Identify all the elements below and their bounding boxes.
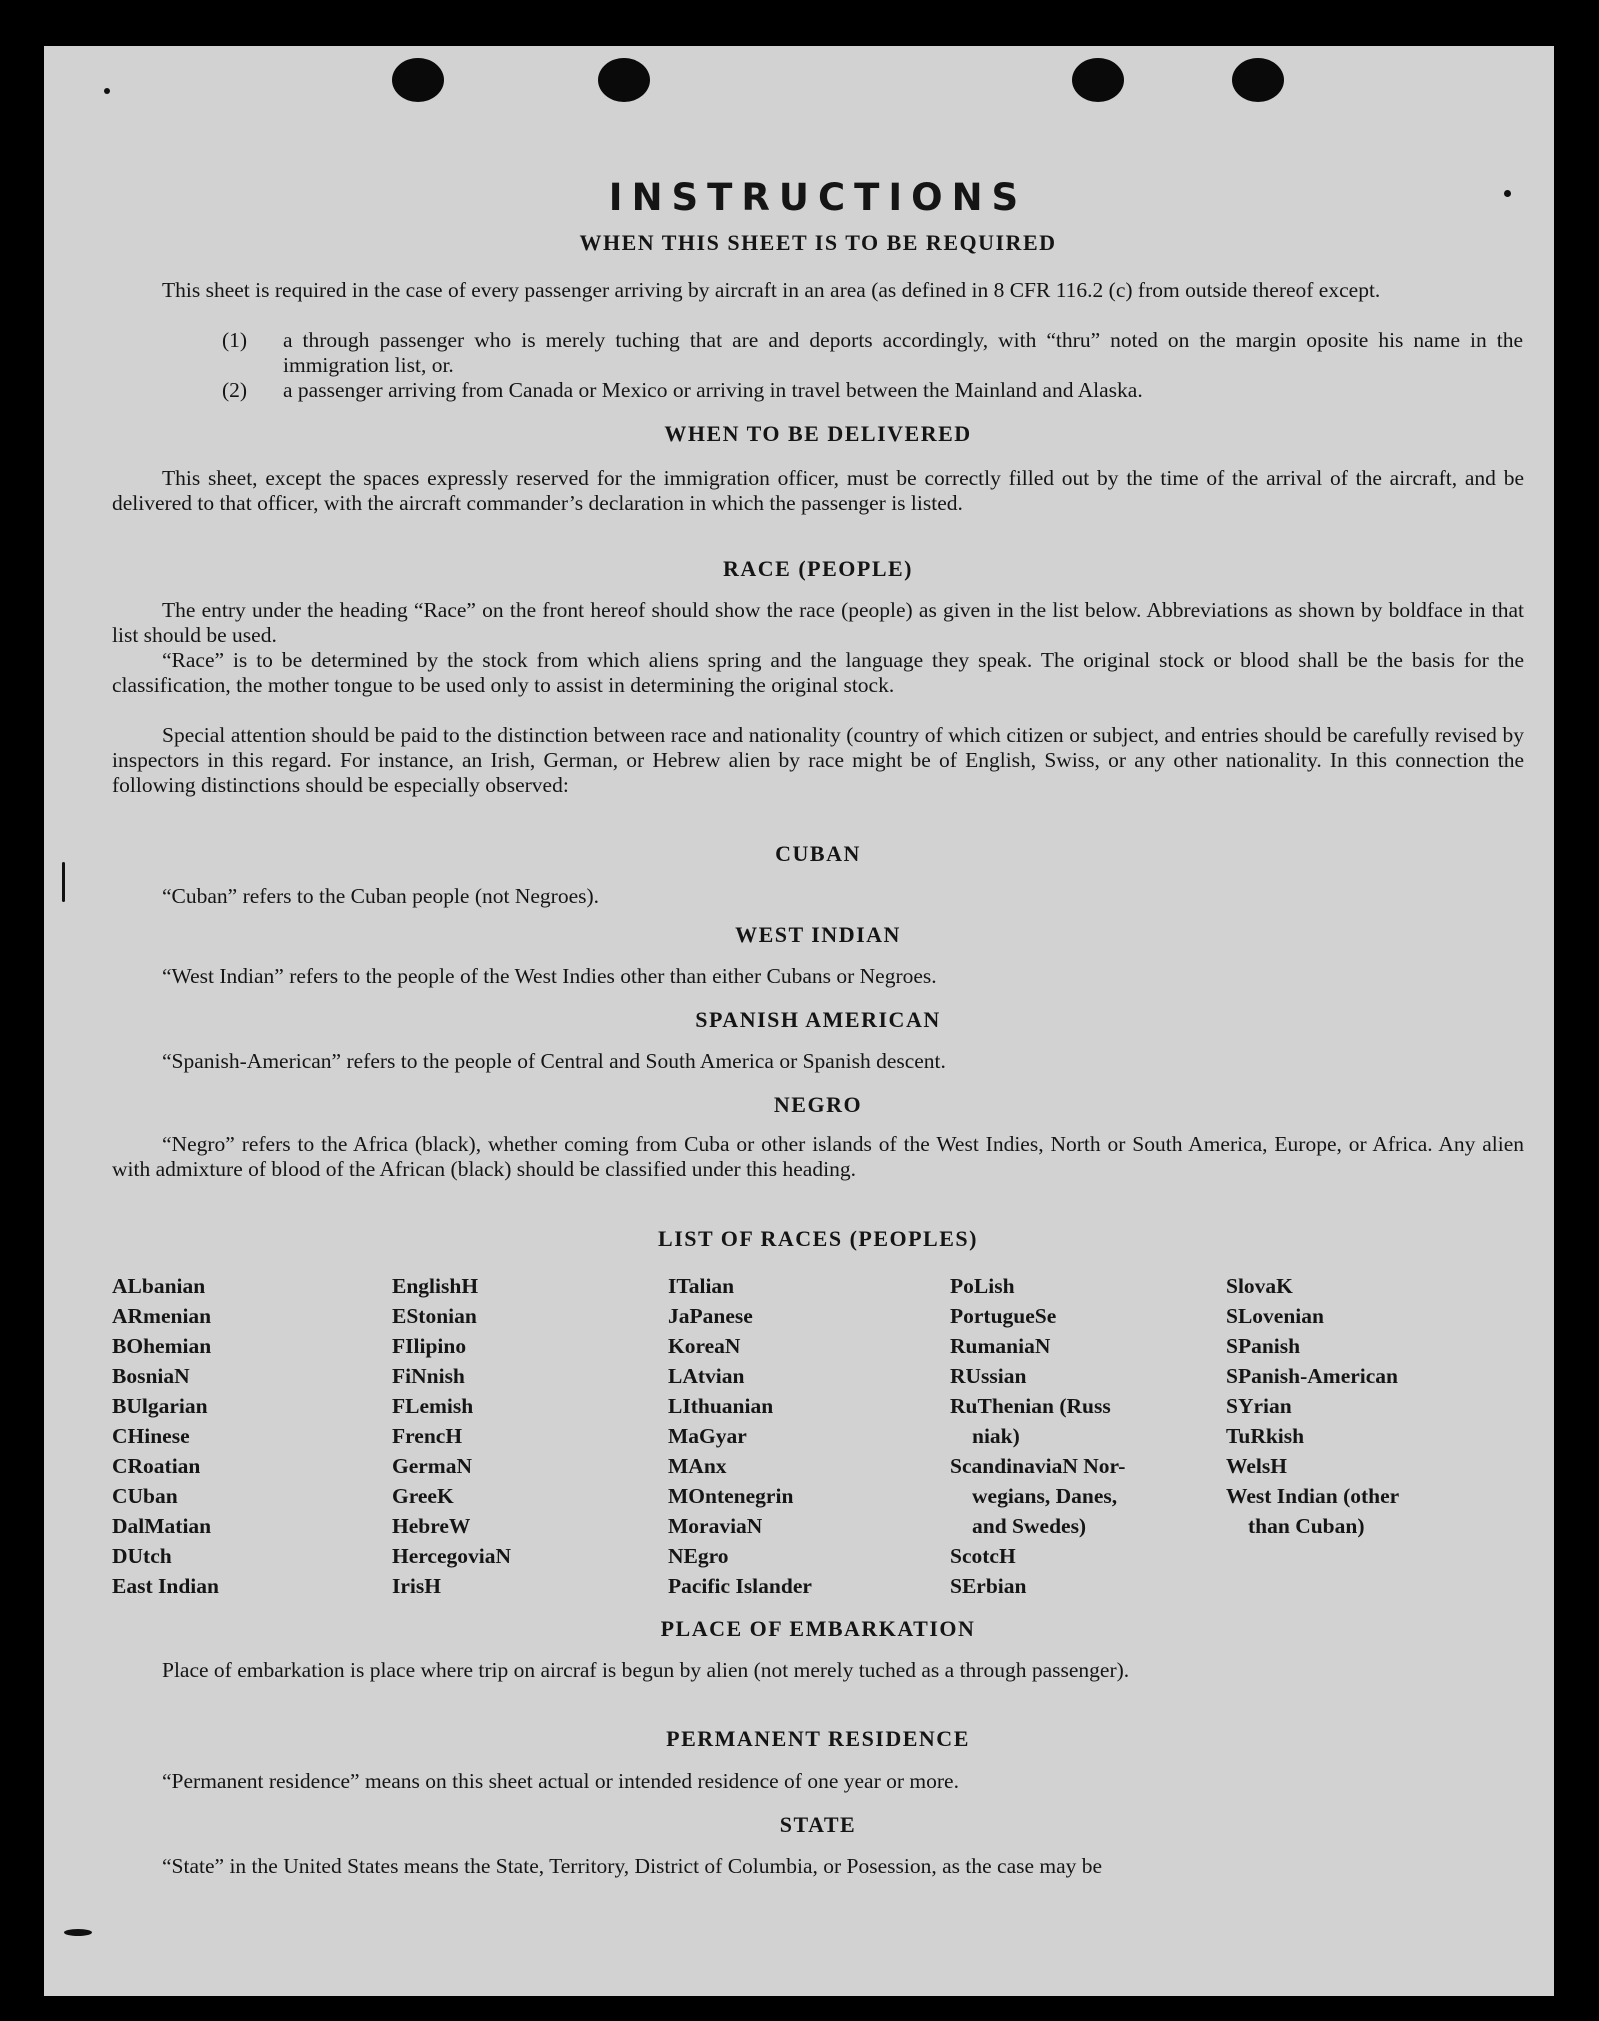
race-item: HercegoviaN: [392, 1544, 512, 1568]
section-heading-negro: NEGRO: [773, 1092, 863, 1117]
section-heading-cuban: CUBAN: [775, 841, 861, 866]
race-item: KoreaN: [668, 1334, 741, 1358]
race-item: ALbanian: [112, 1274, 206, 1298]
race-item: ITalian: [668, 1274, 735, 1298]
race-item: MOntenegrin: [668, 1484, 794, 1508]
race-item: SPanish-American: [1226, 1364, 1398, 1388]
races-column-2: [392, 1271, 511, 1601]
section-heading-list-of-races: LIST OF RACES (PEOPLES): [658, 1226, 978, 1251]
race-paragraph-1: The entry under the heading “Race” on the front hereof should show the race (people) as given in the list below. Abbreviations as shown by boldface in that list should be used.: [112, 598, 1524, 647]
race-item: GermaN: [392, 1454, 472, 1478]
race-item: CHinese: [112, 1424, 190, 1448]
embarkation-paragraph: Place of embarkation is place where trip on aircraf is begun by alien (not merely tuched as a through passenger).: [162, 1658, 1130, 1682]
race-item: CUban: [112, 1484, 178, 1508]
race-item: FIlipino: [392, 1334, 467, 1358]
race-item: FrencH: [392, 1424, 463, 1448]
race-item: Pacific Islander: [668, 1574, 812, 1598]
races-column-4: [950, 1271, 1125, 1601]
cuban-paragraph: “Cuban” refers to the Cuban people (not Negroes).: [162, 884, 600, 908]
race-item: BUlgarian: [112, 1394, 208, 1418]
section-heading-west-indian: WEST INDIAN: [735, 922, 901, 947]
section-heading-race: RACE (PEOPLE): [723, 556, 913, 581]
race-item: NEgro: [668, 1544, 729, 1568]
punch-hole: [1232, 58, 1284, 102]
race-item: MaGyar: [668, 1424, 747, 1448]
race-item: ScotcH: [950, 1544, 1016, 1568]
race-item: SYrian: [1226, 1394, 1292, 1418]
punch-hole: [598, 58, 650, 102]
race-item: ARmenian: [112, 1304, 212, 1328]
west-indian-paragraph: “West Indian” refers to the people of the West Indies other than either Cubans or Negroes.: [162, 964, 937, 988]
spanish-american-paragraph: “Spanish-American” refers to the people of Central and South America or Spanish descent.: [162, 1049, 946, 1073]
section-heading-residence: PERMANENT RESIDENCE: [666, 1726, 970, 1751]
race-item: EStonian: [392, 1304, 477, 1328]
section-heading-embarkation: PLACE OF EMBARKATION: [660, 1616, 976, 1641]
punch-hole: [1072, 58, 1124, 102]
section-heading-required: WHEN THIS SHEET IS TO BE REQUIRED: [579, 230, 1057, 255]
race-item: East Indian: [112, 1574, 219, 1598]
race-item: than Cuban): [1248, 1514, 1365, 1538]
page-title: INSTRUCTIONS: [608, 176, 1028, 219]
residence-paragraph: “Permanent residence” means on this sheet actual or intended residence of one year or more.: [162, 1769, 959, 1793]
race-item: ScandinaviaN Nor-: [950, 1454, 1126, 1478]
ink-speck: [64, 1929, 92, 1936]
ink-speck: [62, 862, 65, 902]
negro-paragraph: “Negro” refers to the Africa (black), whether coming from Cuba or other islands of the West Indies, North or South America, Europe, or Africa. Any alien with admixture of blood of the African (black) should be classified under this heading.: [112, 1132, 1524, 1181]
state-paragraph: “State” in the United States means the State, Territory, District of Columbia, or Posession, as the case may be: [162, 1854, 1103, 1878]
race-item: wegians, Danes,: [972, 1484, 1118, 1508]
race-item: RumaniaN: [950, 1334, 1051, 1358]
race-item: HebreW: [392, 1514, 471, 1538]
races-column-1: [112, 1271, 219, 1601]
race-item: WelsH: [1226, 1454, 1287, 1478]
race-item: MoraviaN: [668, 1514, 763, 1538]
race-item: MAnx: [668, 1454, 727, 1478]
race-item: GreeK: [392, 1484, 454, 1508]
race-item: FiNnish: [392, 1364, 465, 1388]
document-sheet: INSTRUCTIONS WHEN THIS SHEET IS TO BE REQUIRED This sheet is required in the case of every passenger arriving by aircraft in an area (as defined in 8 CFR 116.2 (c) from outside thereof except. (1) a through passenger who is merely tuching that are and deports accordingly, with “thru” noted on the margin oposite his name in the immigration list, or. (2) a passenger arriving from Canada or Mexico or arriving in travel between the Mainland and Alaska. WHEN TO BE DELIVERED This sheet, except the spaces expressly reserved for the immigration officer, must be correctly filled out by the time of the arrival of the aircraft, and be delivered to that officer, with the aircraft commander’s declaration in which the passenger is listed. RACE (PEOPLE) The entry under the heading “Race” on the front hereof should show the race (people) as given in the list below. Abbreviations as shown by boldface in that list should be used. “Race” is to be determined by the stock from which aliens spring and the language they speak. The original stock or blood shall be the basis for the classification, the mother tongue to be used only to assist in determining the original stock. Special attention should be paid to the distinction between race and nationality (country of which citizen or subject, and entries should be carefully revised by inspectors in this regard. For instance, an Irish, German, or Hebrew alien by race might be of English, Swiss, or any other nationality. In this connection the following distinctions should be especially observed: CUBAN “Cuban” refers to the Cuban people (not Negroes). WEST INDIAN “West Indian” refers to the people of the West Indies other than either Cubans or Negroes. SPANISH AMERICAN “Spanish-American” refers to the people of Central and South America or Spanish descent. NEGRO “Negro” refers to the Africa (black), whether coming from Cuba or other islands of the West Indies, North or South America, Europe, or Africa. Any alien with admixture of blood of the African (black) should be classified under this heading. LIST OF RACES (PEOPLES) ALbanian ARmenian BOhemian BosniaN BUlgarian CHinese CRoatian CUban DalMatian DUtch East Indian EnglishH EStonian FIlipino FiNnish FLemish FrencH GermaN GreeK HebreW HercegoviaN IrisH ITalian JaPanese KoreaN LAtvian LIthuanian MaGyar MAnx MOntenegrin MoraviaN NEgro Pacific Islander PoLish PortugueSe RumaniaN RUssian RuThenian (Russ niak) ScandinaviaN Nor- wegians, Danes, and Swedes) ScotcH SErbian SlovaK SLovenian SPanish SPanish-American SYrian TuRkish WelsH West Indian (other than Cuban) PLACE OF EMBARKATION Place of embarkation is place where trip on aircraf is begun by alien (not merely tuched as a through passenger). PERMANENT RESIDENCE “Permanent residence” means on this sheet actual or intended residence of one year or more. STATE “State” in the United States means the State, Territory, District of Columbia, or Posession, as the case may be: [44, 46, 1554, 1996]
race-item: SErbian: [950, 1574, 1027, 1598]
race-item: JaPanese: [668, 1304, 753, 1328]
races-column-3: [668, 1271, 812, 1601]
race-item: LIthuanian: [668, 1394, 774, 1418]
required-paragraph: This sheet is required in the case of every passenger arriving by aircraft in an area (as defined in 8 CFR 116.2 (c) from outside thereof except.: [162, 278, 1381, 302]
race-item: PoLish: [950, 1274, 1015, 1298]
section-heading-delivered: WHEN TO BE DELIVERED: [664, 421, 972, 446]
races-column-5: [1226, 1271, 1399, 1541]
race-item: SLovenian: [1226, 1304, 1324, 1328]
race-item: PortugueSe: [950, 1304, 1057, 1328]
race-item: TuRkish: [1226, 1424, 1305, 1448]
race-item: RuThenian (Russ: [950, 1394, 1111, 1418]
race-item: DUtch: [112, 1544, 172, 1568]
race-item: niak): [972, 1424, 1020, 1448]
race-item: West Indian (other: [1226, 1484, 1400, 1508]
race-item: and Swedes): [972, 1514, 1087, 1538]
race-item: IrisH: [392, 1574, 441, 1598]
race-item: SlovaK: [1226, 1274, 1293, 1298]
race-item: LAtvian: [668, 1364, 745, 1388]
punch-hole: [392, 58, 444, 102]
race-item: DalMatian: [112, 1514, 212, 1538]
race-item: CRoatian: [112, 1454, 201, 1478]
race-item: BosniaN: [112, 1364, 190, 1388]
section-heading-state: STATE: [779, 1812, 857, 1837]
race-item: SPanish: [1226, 1334, 1301, 1358]
race-item: BOhemian: [112, 1334, 212, 1358]
race-paragraph-2: “Race” is to be determined by the stock from which aliens spring and the language they speak. The original stock or blood shall be the basis for the classification, the mother tongue to be used only to assist in determining the original stock.: [112, 648, 1524, 697]
section-heading-spanish-american: SPANISH AMERICAN: [695, 1007, 941, 1032]
race-item: EnglishH: [392, 1274, 479, 1298]
race-item: FLemish: [392, 1394, 474, 1418]
race-paragraph-3: Special attention should be paid to the distinction between race and nationality (country of which citizen or subject, and entries should be carefully revised by inspectors in this regard. For instance, an Irish, German, or Hebrew alien by race might be of English, Swiss, or any other nationality. In this connection the following distinctions should be especially observed:: [112, 723, 1524, 797]
ink-speck: [104, 88, 110, 94]
race-item: RUssian: [950, 1364, 1027, 1388]
delivered-paragraph: This sheet, except the spaces expressly reserved for the immigration officer, must be correctly filled out by the time of the arrival of the aircraft, and be delivered to that officer, with the aircraft commander’s declaration in which the passenger is listed.: [112, 466, 1524, 515]
